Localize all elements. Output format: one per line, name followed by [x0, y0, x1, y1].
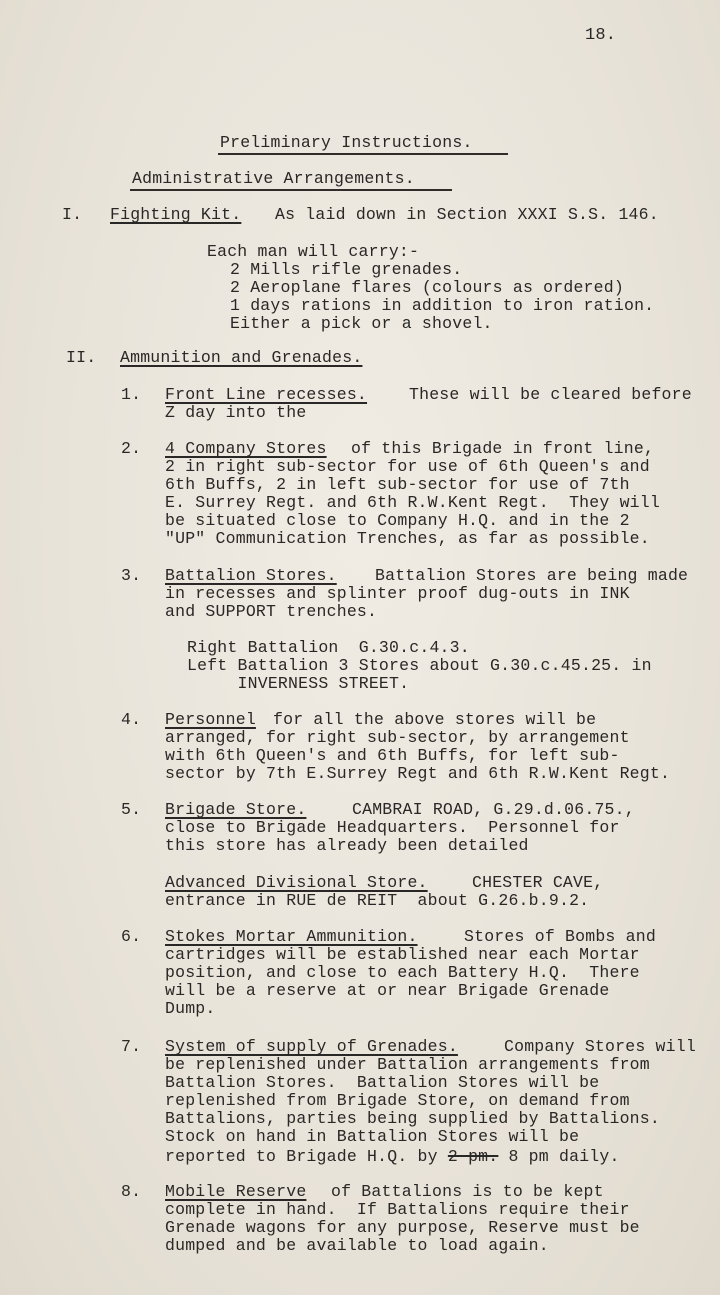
item-text: of Battalions is to be kept [331, 1182, 604, 1201]
item-text: Dump. [165, 999, 216, 1018]
item-text: Battalion Stores. Battalion Stores will be [165, 1073, 600, 1092]
item-heading: Front Line recesses. [165, 385, 368, 404]
section1-heading: Fighting Kit. [110, 205, 242, 224]
item-number: 6. [121, 927, 142, 946]
title-underline [218, 153, 508, 155]
page-number: 18. [585, 26, 617, 45]
item-text: be situated close to Company H.Q. and in the 2 [165, 511, 630, 530]
item-text: "UP" Communication Trenches, as far as possible. [165, 529, 650, 548]
item-text: Z day into the [165, 403, 307, 422]
item-heading: Battalion Stores. [165, 566, 337, 585]
item-heading: 4 Company Stores [165, 439, 327, 458]
document-title: Preliminary Instructions. [220, 133, 473, 152]
document-subtitle: Administrative Arrangements. [132, 169, 415, 188]
item-heading: Mobile Reserve [165, 1182, 307, 1201]
item-text: Battalion Stores are being made [375, 566, 689, 585]
section1-numeral: I. [62, 205, 83, 224]
item-text: reported to Brigade H.Q. by [165, 1147, 448, 1166]
item-text: CAMBRAI ROAD, G.29.d.06.75., [352, 800, 635, 819]
item-text: Grenade wagons for any purpose, Reserve must be [165, 1218, 640, 1237]
item-subtext: Left Battalion 3 Stores about G.30.c.45.25. in [187, 656, 652, 675]
item-text: replenished from Brigade Store, on demand from [165, 1091, 630, 1110]
item-last-line [165, 1148, 620, 1166]
item-number: 4. [121, 710, 142, 729]
item-text: close to Brigade Headquarters. Personnel for [165, 818, 620, 837]
item-text: 2 in right sub-sector for use of 6th Queen's and [165, 457, 650, 476]
item-text: Stock on hand in Battalion Stores will be [165, 1127, 580, 1146]
item-number: 2. [121, 439, 142, 458]
subtitle-underline [130, 189, 452, 191]
section2-heading: Ammunition and Grenades. [120, 348, 363, 367]
item-text: this store has already been detailed [165, 836, 529, 855]
item-text: 6th Buffs, 2 in left sub-sector for use of 7th [165, 475, 630, 494]
item-text: and SUPPORT trenches. [165, 602, 378, 621]
item-text: be replenished under Battalion arrangements from [165, 1055, 650, 1074]
item-subheading: Advanced Divisional Store. [165, 873, 428, 892]
item-number: 1. [121, 385, 142, 404]
item-text: entrance in RUE de REIT about G.26.b.9.2. [165, 891, 590, 910]
item-subtext: Right Battalion G.30.c.4.3. [187, 638, 470, 657]
item-text: of this Brigade in front line, [351, 439, 655, 458]
section1-text: As laid down in Section XXXI S.S. 146. [275, 205, 659, 224]
item-text: These will be cleared before [409, 385, 692, 404]
item-text: position, and close to each Battery H.Q. There [165, 963, 640, 982]
item-text: sector by 7th E.Surrey Regt and 6th R.W.Kent Regt. [165, 764, 671, 783]
carry-item: 2 Mills rifle grenades. [230, 260, 463, 279]
carry-item: 2 Aeroplane flares (colours as ordered) [230, 278, 624, 297]
item-heading: System of supply of Grenades. [165, 1037, 458, 1056]
item-text: arranged, for right sub-sector, by arrangement [165, 728, 630, 747]
carry-item: Either a pick or a shovel. [230, 314, 493, 333]
item-text: 8 pm daily. [498, 1147, 620, 1166]
item-text: E. Surrey Regt. and 6th R.W.Kent Regt. They will [165, 493, 660, 512]
item-heading: Stokes Mortar Ammunition. [165, 927, 418, 946]
item-number: 8. [121, 1182, 142, 1201]
item-text: complete in hand. If Battalions require their [165, 1200, 630, 1219]
item-heading: Personnel [165, 710, 256, 729]
item-text: will be a reserve at or near Brigade Grenade [165, 981, 610, 1000]
item-text: cartridges will be established near each Mortar [165, 945, 640, 964]
item-number: 7. [121, 1037, 142, 1056]
item-text: Battalions, parties being supplied by Battalions. [165, 1109, 660, 1128]
item-number: 3. [121, 566, 142, 585]
item-text: Company Stores will [504, 1037, 696, 1056]
item-text: with 6th Queen's and 6th Buffs, for left sub- [165, 746, 620, 765]
item-number: 5. [121, 800, 142, 819]
item-text: dumped and be available to load again. [165, 1236, 549, 1255]
item-subtext: INVERNESS STREET. [187, 674, 410, 693]
item-heading: Brigade Store. [165, 800, 307, 819]
item-text: for all the above stores will be [273, 710, 597, 729]
section2-numeral: II. [66, 348, 97, 367]
struck-text: 2 pm. [447, 1147, 499, 1166]
carry-intro: Each man will carry:- [207, 242, 420, 261]
item-text: in recesses and splinter proof dug-outs in INK [165, 584, 630, 603]
item-text: CHESTER CAVE, [472, 873, 604, 892]
carry-item: 1 days rations in addition to iron ration. [230, 296, 655, 315]
item-text: Stores of Bombs and [464, 927, 656, 946]
